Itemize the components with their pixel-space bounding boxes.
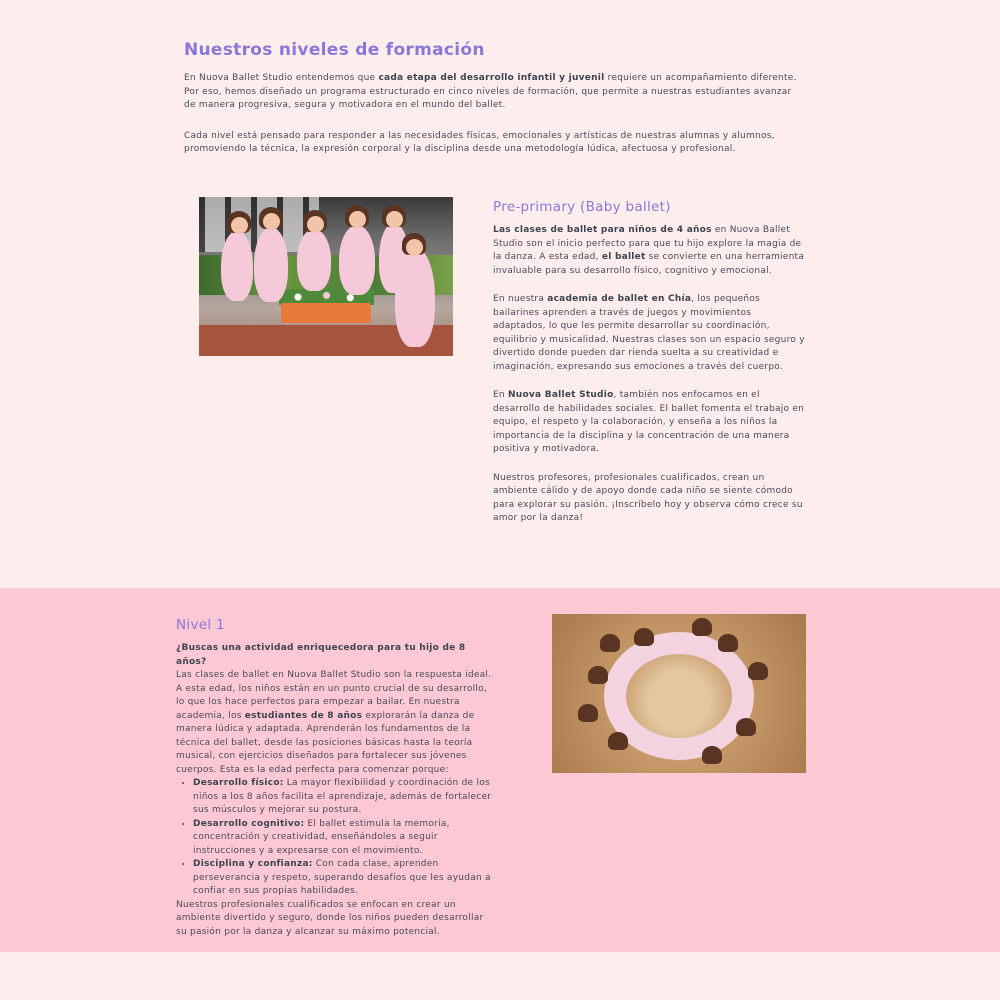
photo-hair [634,628,654,646]
preprimary-emphasis: Nuova Ballet Studio [508,390,614,400]
preprimary-section [493,199,805,541]
list-item [193,858,494,899]
photo-face [349,211,366,228]
nivel1-photo [552,614,806,773]
list-item [193,777,494,818]
photo-hair [588,666,608,684]
preprimary-paragraph-1 [493,224,805,278]
nivel1-text: Las clases de ballet en Nuova Ballet Studio son la respuesta ideal. A esta edad, los niños están en un punto crucial de su desarrollo, lo que los hace perfectos para empezar a bailar. En nuestra academia, los [176,670,492,721]
preprimary-paragraph-3 [493,389,805,457]
preprimary-title: Pre-primary (Baby ballet) [493,199,671,215]
preprimary-text: En nuestra [493,294,548,304]
nivel1-benefits-list [176,777,494,899]
intro-section [184,40,804,174]
list-item-text: El ballet estimula la memoria, concentración y creatividad, enseñándoles a seguir instrucciones y a expresarse con el movimiento. [193,818,450,856]
preprimary-emphasis: Las clases de ballet para niños de 4 años [493,225,712,235]
page-title: Nuestros niveles de formación [184,40,485,60]
preprimary-text: se convierte en una herramienta invaluable para su desarrollo físico, cognitivo y emocional. [493,252,805,276]
list-item-label: Disciplina y confianza: [193,859,313,869]
photo-hair [702,746,722,764]
nivel1-title: Nivel 1 [176,617,225,633]
list-item-text: Con cada clase, aprenden perseverancia y respeto, superando desafíos que les ayudan a confiar en sus propias habilidades. [193,859,491,896]
nivel1-question: ¿Buscas una actividad enriquecedora para tu hijo de 8 años? [176,643,466,667]
photo-child [395,247,435,347]
photo-face [386,211,403,228]
photo-hair [608,732,628,750]
list-item-text: La mayor flexibilidad y coordinación de los niños a los 8 años facilita el aprendizaje, además de fortalecer sus músculos y mejorar su postura. [193,778,492,815]
preprimary-text: En [493,390,509,400]
photo-face [406,239,423,256]
nivel1-closing: Nuestros profesionales cualificados se enfocan en crear un ambiente divertido y seguro, donde los niños pueden desarrollar su pasión por la danza y alcanzar su máximo potencial. [176,899,484,937]
intro-paragraph-2: Cada nivel está pensado para responder a las necesidades físicas, emocionales y artísticas de nuestras alumnas y alumnos, promoviendo la técnica, la expresión corporal y la disciplina desde una metodología lúdica, afectuosa y profesional. [184,130,775,154]
intro-paragraph-1 [184,72,804,113]
list-item-label: Desarrollo físico: [193,778,284,788]
photo-hair [600,634,620,652]
photo-hair [578,704,598,722]
baby-ballet-photo [199,197,453,356]
preprimary-text: en Nuova Ballet Studio son el inicio perfecto para que tu hijo explore la magia de la danza. A esta edad, [493,225,802,262]
photo-hair [718,634,738,652]
photo-child [339,225,375,295]
preprimary-text: , también nos enfocamos en el desarrollo de habilidades sociales. El ballet fomenta el trabajo en equipo, el respeto y la colaboración, y enseña a los niños la importancia de la disciplina y la concentración de una manera positiva y motivadora. [493,390,805,454]
photo-face [263,213,280,230]
photo-planter [281,303,371,323]
photo-face [231,217,248,234]
photo-hair [736,718,756,736]
photo-face [307,216,324,233]
photo-hair [748,662,768,680]
nivel1-paragraph [176,642,494,777]
intro-text: En Nuova Ballet Studio entendemos que [184,73,379,83]
preprimary-text: , los pequeños bailarines aprenden a través de juegos y movimientos adaptados, lo que les permite desarrollar su coordinación, equilibrio y musicalidad. Nuestras clases son un espacio seguro y divertido donde pueden dar rienda suelta a su creatividad e imaginación, expresando sus emociones a través del cuerpo. [493,294,805,372]
preprimary-paragraph-4: Nuestros profesores, profesionales cualificados, crean un ambiente cálido y de apoyo donde cada niño se siente cómodo para explorar su pasión. ¡Inscríbelo hoy y observa cómo crece su amor por la danza! [493,472,803,523]
nivel1-band [0,588,1000,952]
photo-hair [692,618,712,636]
preprimary-paragraph-2 [493,293,805,374]
intro-emphasis: cada etapa del desarrollo infantil y juvenil [378,73,605,83]
preprimary-emphasis: academia de ballet en Chía [547,294,692,304]
photo-child [221,231,253,301]
nivel1-section [176,617,494,939]
nivel1-text: explorarán la danza de manera lúdica y adaptada. Aprenderán los fundamentos de la técnica del ballet, desde las posiciones básicas hasta la teoría musical, con ejercicios diseñados para fortalecer sus jóvenes cuerpos. Esta es la edad perfecta para comenzar porque: [176,710,475,775]
photo-child [297,229,331,291]
photo-child [254,227,288,302]
preprimary-emphasis: el ballet [601,252,646,262]
list-item-label: Desarrollo cognitivo: [193,818,305,829]
intro-text: requiere un acompañamiento diferente. Por eso, hemos diseñado un programa estructurado en cinco niveles de formación, que permite a nuestras estudiantes avanzar de manera progresiva, segura y motivadora en el mundo del ballet. [184,73,797,110]
list-item [193,818,494,859]
nivel1-emphasis: estudiantes de 8 años [244,710,363,721]
